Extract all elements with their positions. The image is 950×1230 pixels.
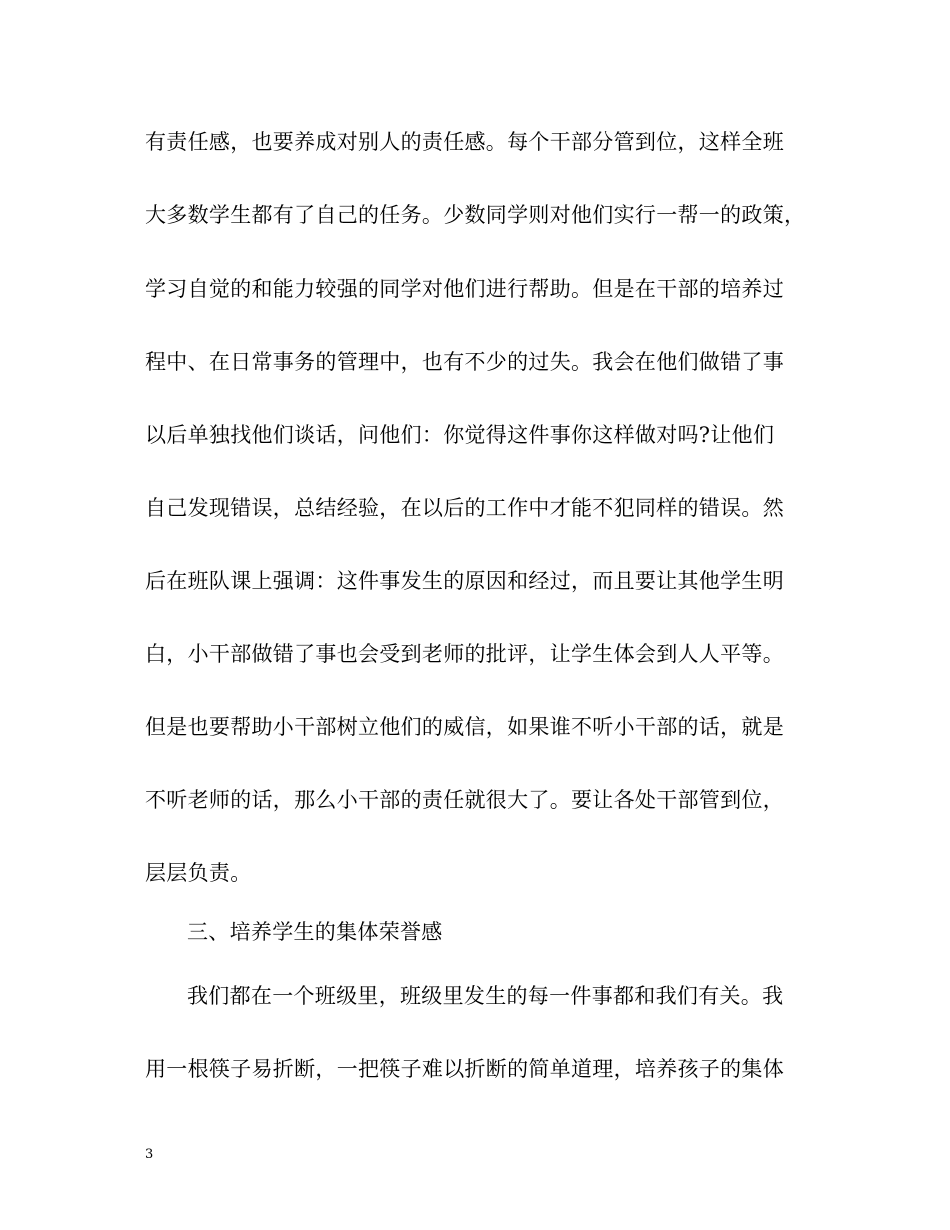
body-text-line: 以后单独找他们谈话，问他们：你觉得这件事你这样做对吗?让他们 bbox=[145, 423, 775, 447]
body-text-line: 层层负责。 bbox=[145, 861, 252, 885]
body-text-line: 后在班队课上强调：这件事发生的原因和经过，而且要让其他学生明 bbox=[145, 569, 784, 593]
body-text-line: 自己发现错误，总结经验，在以后的工作中才能不犯同样的错误。然 bbox=[145, 496, 784, 520]
body-text-line: 不听老师的话，那么小干部的责任就很大了。要让各处干部管到位， bbox=[145, 788, 784, 812]
body-text-line: 程中、在日常事务的管理中，也有不少的过失。我会在他们做错了事 bbox=[145, 350, 784, 374]
body-text-line: 大多数学生都有了自己的任务。少数同学则对他们实行一帮一的政策， bbox=[145, 203, 806, 227]
body-text-line: 但是也要帮助小干部树立他们的威信，如果谁不听小干部的话，就是 bbox=[145, 715, 784, 739]
body-text-line: 我们都在一个班级里，班级里发生的每一件事都和我们有关。我 bbox=[187, 984, 784, 1008]
body-text-line: 学习自觉的和能力较强的同学对他们进行帮助。但是在干部的培养过 bbox=[145, 277, 784, 301]
body-text-line: 用一根筷子易折断，一把筷子难以折断的简单道理，培养孩子的集体 bbox=[145, 1057, 784, 1081]
body-text-line: 白，小干部做错了事也会受到老师的批评，让学生体会到人人平等。 bbox=[145, 642, 784, 666]
page-number: 3 bbox=[145, 1147, 154, 1162]
section-heading: 三、培养学生的集体荣誉感 bbox=[187, 920, 443, 944]
body-text-line: 有责任感，也要养成对别人的责任感。每个干部分管到位，这样全班 bbox=[145, 130, 784, 154]
